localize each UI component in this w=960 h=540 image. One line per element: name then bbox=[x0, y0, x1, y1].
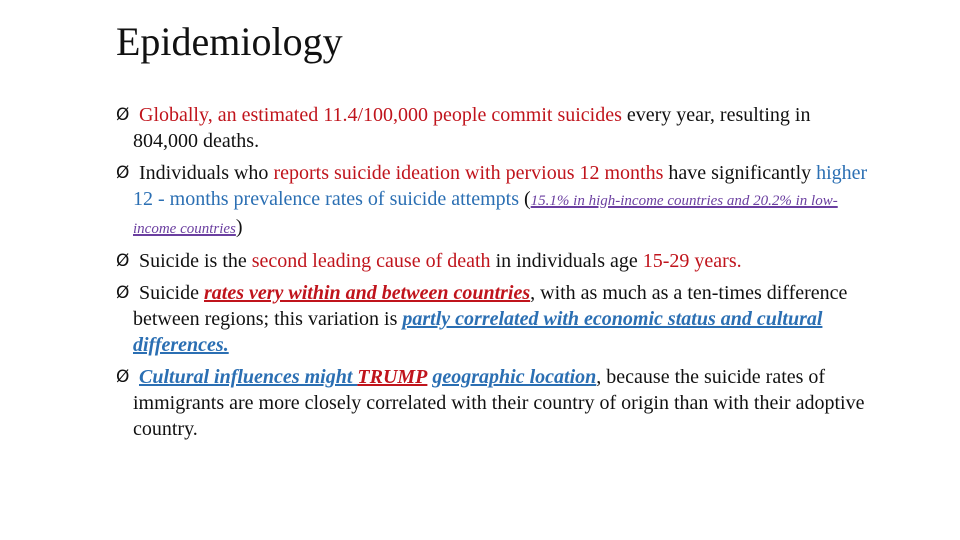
bullet-item bbox=[116, 364, 876, 442]
text-span: higher 12 - months prevalence rates of suicide attempts bbox=[133, 162, 868, 210]
text-span: ( bbox=[519, 188, 531, 210]
bullet-text bbox=[133, 366, 864, 440]
text-span: Suicide bbox=[139, 282, 204, 304]
bullet-text bbox=[133, 282, 847, 356]
text-span-small: 15.1% in high-income countries and 20.2% in low-income countries bbox=[133, 193, 838, 237]
text-span: every year, resulting in 804,000 deaths. bbox=[133, 104, 811, 152]
text-span: 15-29 years. bbox=[642, 250, 742, 272]
slide-title: Epidemiology bbox=[116, 19, 343, 64]
text-span: ) bbox=[235, 216, 243, 238]
arrow-bullet-icon: Ø bbox=[116, 105, 130, 125]
bullet-item bbox=[116, 280, 876, 358]
text-span: TRUMP bbox=[357, 366, 428, 388]
text-span: have significantly bbox=[663, 162, 817, 184]
text-span: in individuals age bbox=[490, 250, 643, 272]
text-span: Cultural influences might bbox=[139, 366, 358, 388]
bullet-text bbox=[133, 250, 742, 272]
text-span: rates very within and between countries bbox=[204, 282, 531, 304]
text-span: , with as much as a ten-times difference between regions; this variation is bbox=[133, 282, 848, 330]
bullet-text bbox=[133, 104, 810, 152]
arrow-bullet-icon: Ø bbox=[116, 163, 130, 183]
text-span: partly correlated with economic status and cultural differences. bbox=[133, 308, 823, 356]
text-span: reports suicide ideation with pervious 12 months bbox=[273, 162, 664, 184]
bullet-item bbox=[116, 248, 876, 274]
text-span: Suicide is the bbox=[139, 250, 252, 272]
text-span: , because the suicide rates of immigrants are more closely correlated with their country of origin than with their adoptive country. bbox=[133, 366, 865, 440]
arrow-bullet-icon: Ø bbox=[116, 367, 130, 387]
arrow-bullet-icon: Ø bbox=[116, 251, 130, 271]
text-span: second leading cause of death bbox=[251, 250, 491, 272]
arrow-bullet-icon: Ø bbox=[116, 283, 130, 303]
bullet-text bbox=[133, 162, 867, 238]
bullet-item bbox=[116, 102, 876, 154]
text-span: Individuals who bbox=[139, 162, 274, 184]
bullet-list bbox=[116, 102, 876, 448]
text-span: Globally, an estimated 11.4/100,000 people commit suicides bbox=[139, 104, 622, 126]
bullet-item bbox=[116, 160, 876, 242]
text-span: geographic location bbox=[432, 366, 597, 388]
